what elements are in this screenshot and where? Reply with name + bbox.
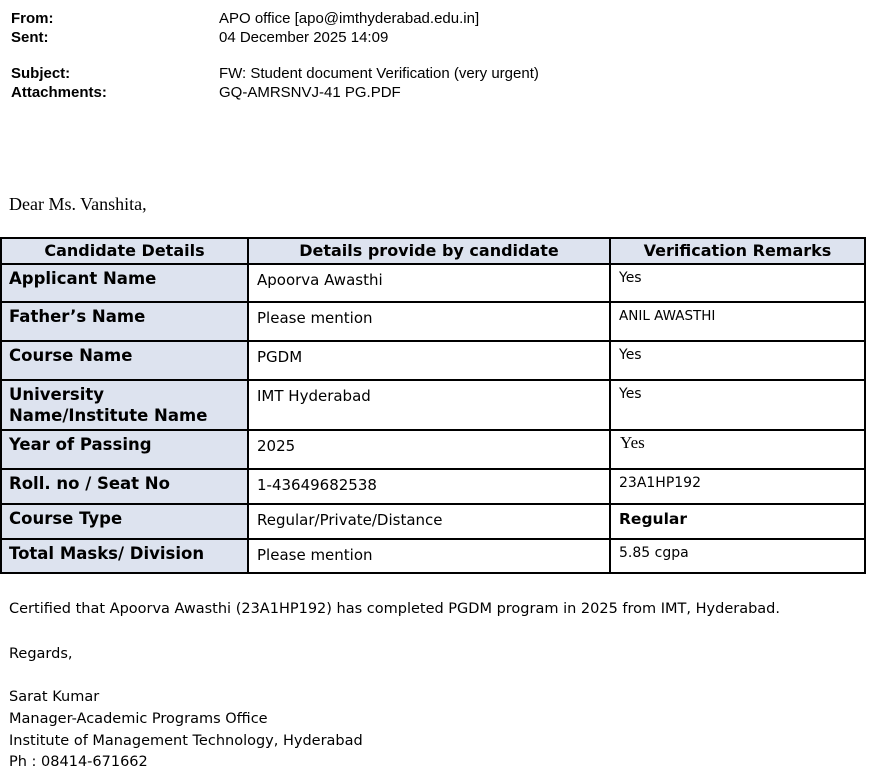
row-label: University Name/Institute Name: [1, 380, 248, 430]
row-remark: ANIL AWASTHI: [610, 302, 865, 341]
header-verification-remarks: Verification Remarks: [610, 238, 865, 264]
row-label: Total Masks/ Division: [1, 539, 248, 573]
table-row: [1, 380, 865, 430]
signature-title: Manager-Academic Programs Office: [9, 711, 268, 727]
row-detail: Apoorva Awasthi: [248, 264, 610, 302]
row-detail: 1-43649682538: [248, 469, 610, 504]
row-remark: 23A1HP192: [610, 469, 865, 504]
row-label: Course Name: [1, 341, 248, 380]
table-row: [1, 539, 865, 573]
row-detail: Please mention: [248, 539, 610, 573]
table-row: [1, 264, 865, 302]
row-remark: Regular: [610, 504, 865, 539]
row-detail: PGDM: [248, 341, 610, 380]
row-label: Applicant Name: [1, 264, 248, 302]
signature-name: Sarat Kumar: [9, 689, 100, 705]
table-row: [1, 504, 865, 539]
sent-value: 04 December 2025 14:09: [219, 29, 389, 46]
subject-label: Subject:: [11, 65, 71, 82]
row-detail: 2025: [248, 430, 610, 469]
row-detail: Please mention: [248, 302, 610, 341]
row-remark: Yes: [610, 264, 865, 302]
row-remark: Yes: [610, 380, 865, 430]
table-row: [1, 341, 865, 380]
header-details-provided: Details provide by candidate: [248, 238, 610, 264]
verification-table: [0, 237, 866, 574]
from-value: APO office [apo@imthyderabad.edu.in]: [219, 10, 480, 27]
table-header-row: [1, 238, 865, 264]
row-remark: Yes: [610, 430, 865, 469]
from-label: From:: [11, 10, 54, 27]
greeting: Dear Ms. Vanshita,: [9, 194, 147, 214]
regards-text: Regards,: [9, 646, 73, 662]
attachments-label: Attachments:: [11, 84, 107, 101]
row-label: Course Type: [1, 504, 248, 539]
row-detail: Regular/Private/Distance: [248, 504, 610, 539]
certification-statement: Certified that Apoorva Awasthi (23A1HP192) has completed PGDM program in 2025 from IMT, Hyderabad.: [9, 601, 780, 617]
row-label: Roll. no / Seat No: [1, 469, 248, 504]
row-label: Year of Passing: [1, 430, 248, 469]
row-remark: 5.85 cgpa: [610, 539, 865, 573]
header-candidate-details: Candidate Details: [1, 238, 248, 264]
row-detail: IMT Hyderabad: [248, 380, 610, 430]
row-label: Father’s Name: [1, 302, 248, 341]
table-row: [1, 469, 865, 504]
sent-label: Sent:: [11, 29, 49, 46]
signature-institute: Institute of Management Technology, Hyderabad: [9, 733, 363, 749]
subject-value: FW: Student document Verification (very urgent): [219, 65, 539, 82]
table-row: [1, 302, 865, 341]
row-remark: Yes: [610, 341, 865, 380]
signature-phone: Ph : 08414-671662: [9, 754, 148, 770]
attachment-link[interactable]: GQ-AMRSNVJ-41 PG.PDF: [219, 84, 401, 101]
table-row: [1, 430, 865, 469]
